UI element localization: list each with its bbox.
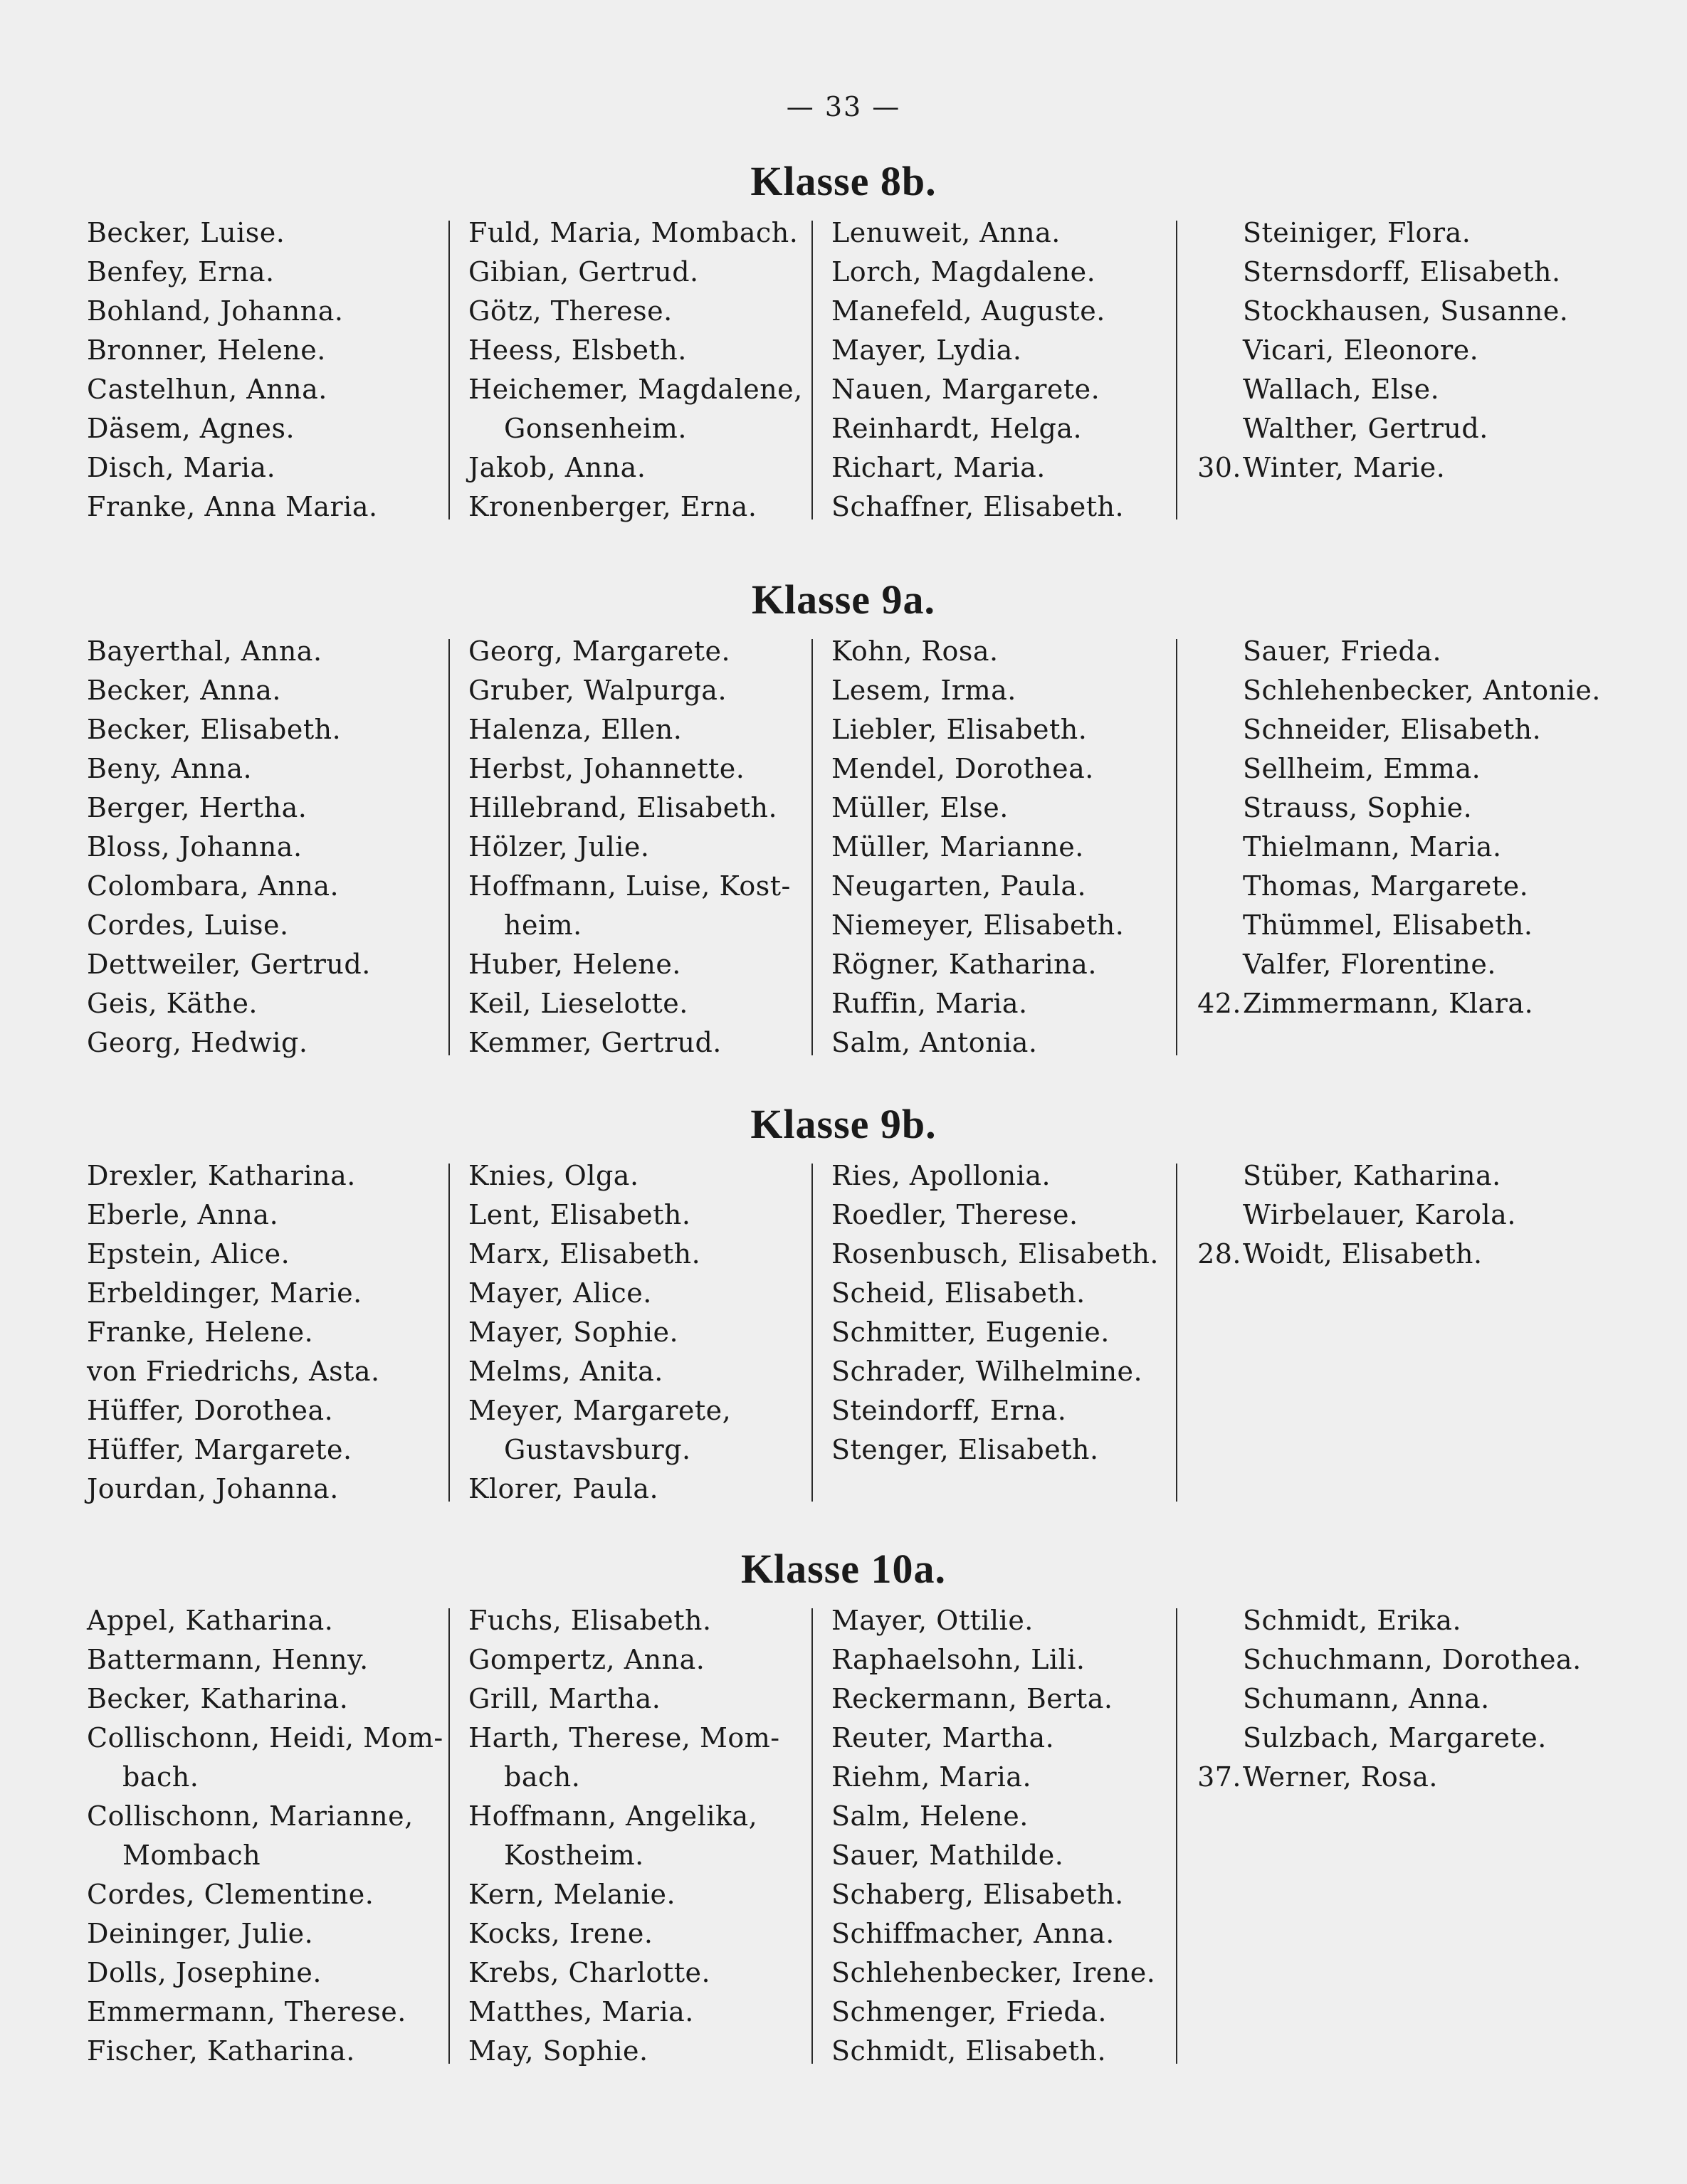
list-item: Lesem, Irma. bbox=[831, 675, 1016, 706]
list-item: Collischonn, Heidi, Mom- bbox=[87, 1722, 443, 1753]
list-item: Walther, Gertrud. bbox=[1243, 413, 1488, 444]
column-divider bbox=[448, 639, 450, 1055]
list-item: Raphaelsohn, Lili. bbox=[831, 1644, 1086, 1675]
column-divider bbox=[448, 221, 450, 519]
list-item: Steindorff, Erna. bbox=[831, 1395, 1067, 1426]
list-item: Berger, Hertha. bbox=[87, 792, 308, 823]
list-item: Ruffin, Maria. bbox=[831, 988, 1028, 1019]
list-item: Reckermann, Berta. bbox=[831, 1683, 1113, 1714]
list-item: Keil, Lieselotte. bbox=[468, 988, 688, 1019]
column-divider bbox=[1176, 221, 1177, 519]
list-item: Roedler, Therese. bbox=[831, 1199, 1078, 1230]
list-item: Schiffmacher, Anna. bbox=[831, 1918, 1115, 1949]
section-klasse-10a bbox=[0, 1537, 1687, 2067]
list-item-name: Woidt, Elisabeth. bbox=[1243, 1238, 1483, 1270]
section-klasse-9b bbox=[0, 1092, 1687, 1504]
list-item: Appel, Katharina. bbox=[87, 1605, 334, 1636]
list-item: Emmermann, Therese. bbox=[87, 1996, 406, 2027]
list-item: Bayerthal, Anna. bbox=[87, 635, 322, 667]
list-item: Salm, Antonia. bbox=[831, 1027, 1038, 1058]
list-item bbox=[1189, 1758, 1587, 1797]
list-item: Sauer, Mathilde. bbox=[831, 1840, 1064, 1871]
list-item: Castelhun, Anna. bbox=[87, 374, 327, 405]
list-item: Georg, Margarete. bbox=[468, 635, 731, 667]
list-item-name: Zimmermann, Klara. bbox=[1243, 988, 1534, 1019]
class-count: 42. bbox=[1197, 988, 1241, 1019]
list-item: Gompertz, Anna. bbox=[468, 1644, 705, 1675]
list-item: Benfey, Erna. bbox=[87, 256, 275, 287]
list-item: Schlehenbecker, Irene. bbox=[831, 1957, 1156, 1988]
list-item-continuation: bach. bbox=[504, 1761, 581, 1793]
list-item: Sulzbach, Margarete. bbox=[1243, 1722, 1547, 1753]
section-title: Klasse 9a. bbox=[751, 576, 936, 623]
section-klasse-9a bbox=[0, 568, 1687, 1058]
list-item: Däsem, Agnes. bbox=[87, 413, 295, 444]
column-3 bbox=[831, 213, 1173, 527]
list-item-continuation: Mombach bbox=[122, 1840, 261, 1871]
list-item: Kronenberger, Erna. bbox=[468, 491, 757, 522]
section-title: Klasse 10a. bbox=[740, 1546, 947, 1592]
class-count: 37. bbox=[1197, 1761, 1241, 1793]
list-item: Hüffer, Dorothea. bbox=[87, 1395, 334, 1426]
list-item: Hoffmann, Luise, Kost- bbox=[468, 870, 791, 902]
list-item: Schaffner, Elisabeth. bbox=[831, 491, 1125, 522]
list-item: Schrader, Wilhelmine. bbox=[831, 1356, 1143, 1387]
list-item: Grill, Martha. bbox=[468, 1683, 661, 1714]
list-item: von Friedrichs, Asta. bbox=[87, 1356, 380, 1387]
list-item: Reinhardt, Helga. bbox=[831, 413, 1083, 444]
list-item: Hölzer, Julie. bbox=[468, 831, 650, 862]
column-divider bbox=[448, 1164, 450, 1502]
list-item: Neugarten, Paula. bbox=[831, 870, 1087, 902]
list-item-continuation: Gustavsburg. bbox=[504, 1434, 691, 1465]
list-item: Nauen, Margarete. bbox=[831, 374, 1100, 405]
list-item: Fuchs, Elisabeth. bbox=[468, 1605, 712, 1636]
list-item: Klorer, Paula. bbox=[468, 1473, 659, 1504]
column-divider bbox=[811, 221, 813, 519]
column-1 bbox=[87, 1601, 443, 2071]
list-item-continuation: bach. bbox=[122, 1761, 199, 1793]
list-item: Meyer, Margarete, bbox=[468, 1395, 732, 1426]
column-divider bbox=[811, 1608, 813, 2064]
list-item: Bronner, Helene. bbox=[87, 334, 326, 366]
list-item: Mayer, Sophie. bbox=[468, 1317, 679, 1348]
list-item: Manefeld, Auguste. bbox=[831, 295, 1105, 327]
list-item: Battermann, Henny. bbox=[87, 1644, 369, 1675]
list-item: Schuchmann, Dorothea. bbox=[1243, 1644, 1582, 1675]
list-item: Steiniger, Flora. bbox=[1243, 217, 1471, 248]
list-item: Heichemer, Magdalene, bbox=[468, 374, 803, 405]
column-2 bbox=[468, 213, 810, 527]
list-item: Geis, Käthe. bbox=[87, 988, 258, 1019]
list-item: Rosenbusch, Elisabeth. bbox=[831, 1238, 1160, 1270]
column-4 bbox=[1189, 632, 1601, 1023]
list-item: Hillebrand, Elisabeth. bbox=[468, 792, 778, 823]
list-item: Drexler, Katharina. bbox=[87, 1160, 356, 1191]
list-item: Wallach, Else. bbox=[1243, 374, 1440, 405]
column-3 bbox=[831, 1156, 1173, 1470]
list-item: Vicari, Eleonore. bbox=[1243, 334, 1479, 366]
list-item: Becker, Luise. bbox=[87, 217, 285, 248]
list-item: Harth, Therese, Mom- bbox=[468, 1722, 780, 1753]
list-item: Halenza, Ellen. bbox=[468, 714, 683, 745]
list-item: Kern, Melanie. bbox=[468, 1879, 676, 1910]
list-item: Lorch, Magdalene. bbox=[831, 256, 1096, 287]
column-1 bbox=[87, 213, 443, 527]
list-item: Fischer, Katharina. bbox=[87, 2035, 355, 2067]
list-item: Herbst, Johannette. bbox=[468, 753, 745, 784]
list-item: Stockhausen, Susanne. bbox=[1243, 295, 1569, 327]
column-4 bbox=[1189, 213, 1587, 487]
list-item: Strauss, Sophie. bbox=[1243, 792, 1473, 823]
list-item: Franke, Anna Maria. bbox=[87, 491, 378, 522]
list-item: Matthes, Maria. bbox=[468, 1996, 694, 2027]
list-item: Gibian, Gertrud. bbox=[468, 256, 699, 287]
list-item: Lent, Elisabeth. bbox=[468, 1199, 691, 1230]
list-item bbox=[1189, 984, 1587, 1023]
list-item-name: Winter, Marie. bbox=[1243, 452, 1446, 483]
list-item: Reuter, Martha. bbox=[831, 1722, 1055, 1753]
list-item: Melms, Anita. bbox=[468, 1356, 663, 1387]
column-4 bbox=[1189, 1156, 1587, 1274]
list-item: Kocks, Irene. bbox=[468, 1918, 653, 1949]
list-item: Epstein, Alice. bbox=[87, 1238, 290, 1270]
list-item: Dolls, Josephine. bbox=[87, 1957, 322, 1988]
name-columns bbox=[0, 1601, 1687, 2067]
list-item: Schaberg, Elisabeth. bbox=[831, 1879, 1124, 1910]
column-2 bbox=[468, 632, 810, 1062]
section-title: Klasse 8b. bbox=[750, 158, 937, 204]
list-item: Schmitter, Eugenie. bbox=[831, 1317, 1110, 1348]
column-divider bbox=[811, 639, 813, 1055]
list-item: Schmidt, Erika. bbox=[1243, 1605, 1462, 1636]
list-item: Sternsdorff, Elisabeth. bbox=[1243, 256, 1561, 287]
list-item: Thümmel, Elisabeth. bbox=[1243, 909, 1533, 941]
list-item: Disch, Maria. bbox=[87, 452, 276, 483]
list-item: Thomas, Margarete. bbox=[1243, 870, 1529, 902]
column-3 bbox=[831, 1601, 1173, 2071]
list-item: Stüber, Katharina. bbox=[1243, 1160, 1501, 1191]
list-item: Schmidt, Elisabeth. bbox=[831, 2035, 1107, 2067]
list-item: Schneider, Elisabeth. bbox=[1243, 714, 1542, 745]
column-3 bbox=[831, 632, 1173, 1062]
list-item bbox=[1189, 448, 1587, 487]
column-1 bbox=[87, 1156, 443, 1509]
list-item: Sellheim, Emma. bbox=[1243, 753, 1481, 784]
list-item bbox=[1189, 1235, 1587, 1274]
column-divider bbox=[448, 1608, 450, 2064]
list-item: Liebler, Elisabeth. bbox=[831, 714, 1088, 745]
list-item: Thielmann, Maria. bbox=[1243, 831, 1502, 862]
list-item: Jourdan, Johanna. bbox=[87, 1473, 339, 1504]
list-item: Scheid, Elisabeth. bbox=[831, 1277, 1086, 1309]
list-item: Riehm, Maria. bbox=[831, 1761, 1032, 1793]
list-item: Erbeldinger, Marie. bbox=[87, 1277, 362, 1309]
name-columns bbox=[0, 213, 1687, 522]
list-item: Mayer, Alice. bbox=[468, 1277, 652, 1309]
list-item: Hüffer, Margarete. bbox=[87, 1434, 352, 1465]
list-item: Becker, Anna. bbox=[87, 675, 281, 706]
list-item: Kohn, Rosa. bbox=[831, 635, 999, 667]
list-item: Niemeyer, Elisabeth. bbox=[831, 909, 1125, 941]
list-item: Fuld, Maria, Mombach. bbox=[468, 217, 799, 248]
list-item: Salm, Helene. bbox=[831, 1800, 1029, 1832]
list-item: Hoffmann, Angelika, bbox=[468, 1800, 758, 1832]
list-item: Valfer, Florentine. bbox=[1243, 949, 1496, 980]
list-item: Sauer, Frieda. bbox=[1243, 635, 1442, 667]
list-item: Mendel, Dorothea. bbox=[831, 753, 1094, 784]
section-klasse-8b bbox=[0, 149, 1687, 522]
list-item: Bohland, Johanna. bbox=[87, 295, 344, 327]
list-item: Mayer, Lydia. bbox=[831, 334, 1022, 366]
name-columns bbox=[0, 1156, 1687, 1504]
list-item: Franke, Helene. bbox=[87, 1317, 314, 1348]
column-1 bbox=[87, 632, 443, 1062]
list-item: Götz, Therese. bbox=[468, 295, 673, 327]
column-2 bbox=[468, 1156, 810, 1509]
list-item: Dettweiler, Gertrud. bbox=[87, 949, 371, 980]
list-item: Knies, Olga. bbox=[468, 1160, 639, 1191]
list-item: Kemmer, Gertrud. bbox=[468, 1027, 722, 1058]
list-item: Stenger, Elisabeth. bbox=[831, 1434, 1099, 1465]
list-item-continuation: heim. bbox=[504, 909, 582, 941]
list-item: Ries, Apollonia. bbox=[831, 1160, 1051, 1191]
list-item: Cordes, Luise. bbox=[87, 909, 289, 941]
list-item: Müller, Else. bbox=[831, 792, 1009, 823]
list-item-continuation: Kostheim. bbox=[504, 1840, 644, 1871]
list-item: Beny, Anna. bbox=[87, 753, 253, 784]
list-item: Heess, Elsbeth. bbox=[468, 334, 687, 366]
list-item-continuation: Gonsenheim. bbox=[504, 413, 687, 444]
list-item: Schumann, Anna. bbox=[1243, 1683, 1490, 1714]
list-item: Gruber, Walpurga. bbox=[468, 675, 727, 706]
list-item: Lenuweit, Anna. bbox=[831, 217, 1061, 248]
list-item: Rögner, Katharina. bbox=[831, 949, 1097, 980]
list-item: Becker, Katharina. bbox=[87, 1683, 349, 1714]
list-item: Mayer, Ottilie. bbox=[831, 1605, 1034, 1636]
section-title: Klasse 9b. bbox=[750, 1101, 937, 1147]
name-columns bbox=[0, 632, 1687, 1058]
list-item: Müller, Marianne. bbox=[831, 831, 1084, 862]
list-item: Becker, Elisabeth. bbox=[87, 714, 342, 745]
class-count: 30. bbox=[1197, 452, 1241, 483]
list-item: Deininger, Julie. bbox=[87, 1918, 314, 1949]
list-item: Marx, Elisabeth. bbox=[468, 1238, 701, 1270]
list-item: Collischonn, Marianne, bbox=[87, 1800, 414, 1832]
list-item: Bloss, Johanna. bbox=[87, 831, 303, 862]
column-divider bbox=[1176, 1608, 1177, 2064]
list-item: Richart, Maria. bbox=[831, 452, 1046, 483]
list-item: Georg, Hedwig. bbox=[87, 1027, 308, 1058]
list-item: Colombara, Anna. bbox=[87, 870, 340, 902]
list-item: Cordes, Clementine. bbox=[87, 1879, 374, 1910]
list-item: Eberle, Anna. bbox=[87, 1199, 279, 1230]
list-item: Schlehenbecker, Antonie. bbox=[1243, 675, 1601, 706]
column-divider bbox=[1176, 639, 1177, 1055]
page-number: — 33 — bbox=[786, 91, 901, 122]
column-divider bbox=[1176, 1164, 1177, 1502]
list-item: Huber, Helene. bbox=[468, 949, 681, 980]
list-item: Schmenger, Frieda. bbox=[831, 1996, 1107, 2027]
column-2 bbox=[468, 1601, 810, 2071]
list-item: May, Sophie. bbox=[468, 2035, 648, 2067]
class-count: 28. bbox=[1197, 1238, 1241, 1270]
list-item-name: Werner, Rosa. bbox=[1243, 1761, 1438, 1793]
column-divider bbox=[811, 1164, 813, 1502]
list-item: Krebs, Charlotte. bbox=[468, 1957, 711, 1988]
column-4 bbox=[1189, 1601, 1587, 1797]
list-item: Wirbelauer, Karola. bbox=[1243, 1199, 1516, 1230]
list-item: Jakob, Anna. bbox=[468, 452, 646, 483]
